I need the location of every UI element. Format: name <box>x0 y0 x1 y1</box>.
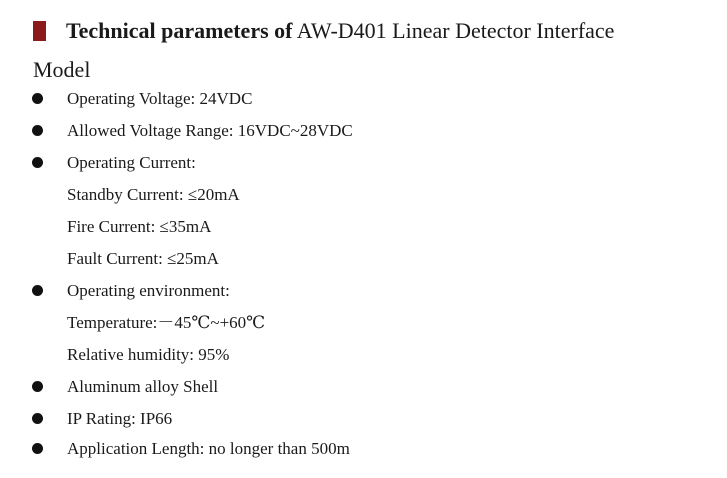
bullet-icon <box>32 443 43 454</box>
bullet-icon <box>32 93 43 104</box>
spec-shell-material <box>0 376 727 398</box>
spec-temperature <box>0 312 727 334</box>
bullet-icon <box>32 285 43 296</box>
bullet-icon <box>32 125 43 136</box>
spec-text: Fault Current: ≤25mA <box>67 249 219 268</box>
spec-relative-humidity <box>0 344 727 366</box>
spec-text: Operating Voltage: 24VDC <box>67 89 253 108</box>
bullet-icon <box>32 413 43 424</box>
spec-text: Relative humidity: 95% <box>67 345 230 364</box>
spec-text: IP Rating: IP66 <box>67 409 173 428</box>
spec-application-length <box>0 438 727 460</box>
heading-title-bold: Technical parameters of <box>66 18 293 43</box>
spec-operating-voltage <box>0 88 727 110</box>
spec-text: Operating environment: <box>67 281 230 300</box>
spec-text: Application Length: no longer than 500m <box>67 439 350 458</box>
spec-standby-current <box>0 184 727 206</box>
heading-title-line2: Model <box>33 57 91 82</box>
heading-title-rest: AW-D401 Linear Detector Interface <box>292 18 615 43</box>
spec-ip-rating <box>0 408 727 430</box>
spec-text: Operating Current: <box>67 153 196 172</box>
bullet-icon <box>32 381 43 392</box>
spec-operating-environment <box>0 280 727 302</box>
spec-text: Allowed Voltage Range: 16VDC~28VDC <box>67 121 353 140</box>
spec-text: Aluminum alloy Shell <box>67 377 219 396</box>
bullet-icon <box>32 157 43 168</box>
spec-operating-current <box>0 152 727 174</box>
spec-text: Standby Current: ≤20mA <box>67 185 240 204</box>
spec-fault-current <box>0 248 727 270</box>
spec-fire-current <box>0 216 727 238</box>
spec-voltage-range <box>0 120 727 142</box>
spec-text: Fire Current: ≤35mA <box>67 217 212 236</box>
spec-text: Temperature:－45℃~+60℃ <box>67 313 266 332</box>
